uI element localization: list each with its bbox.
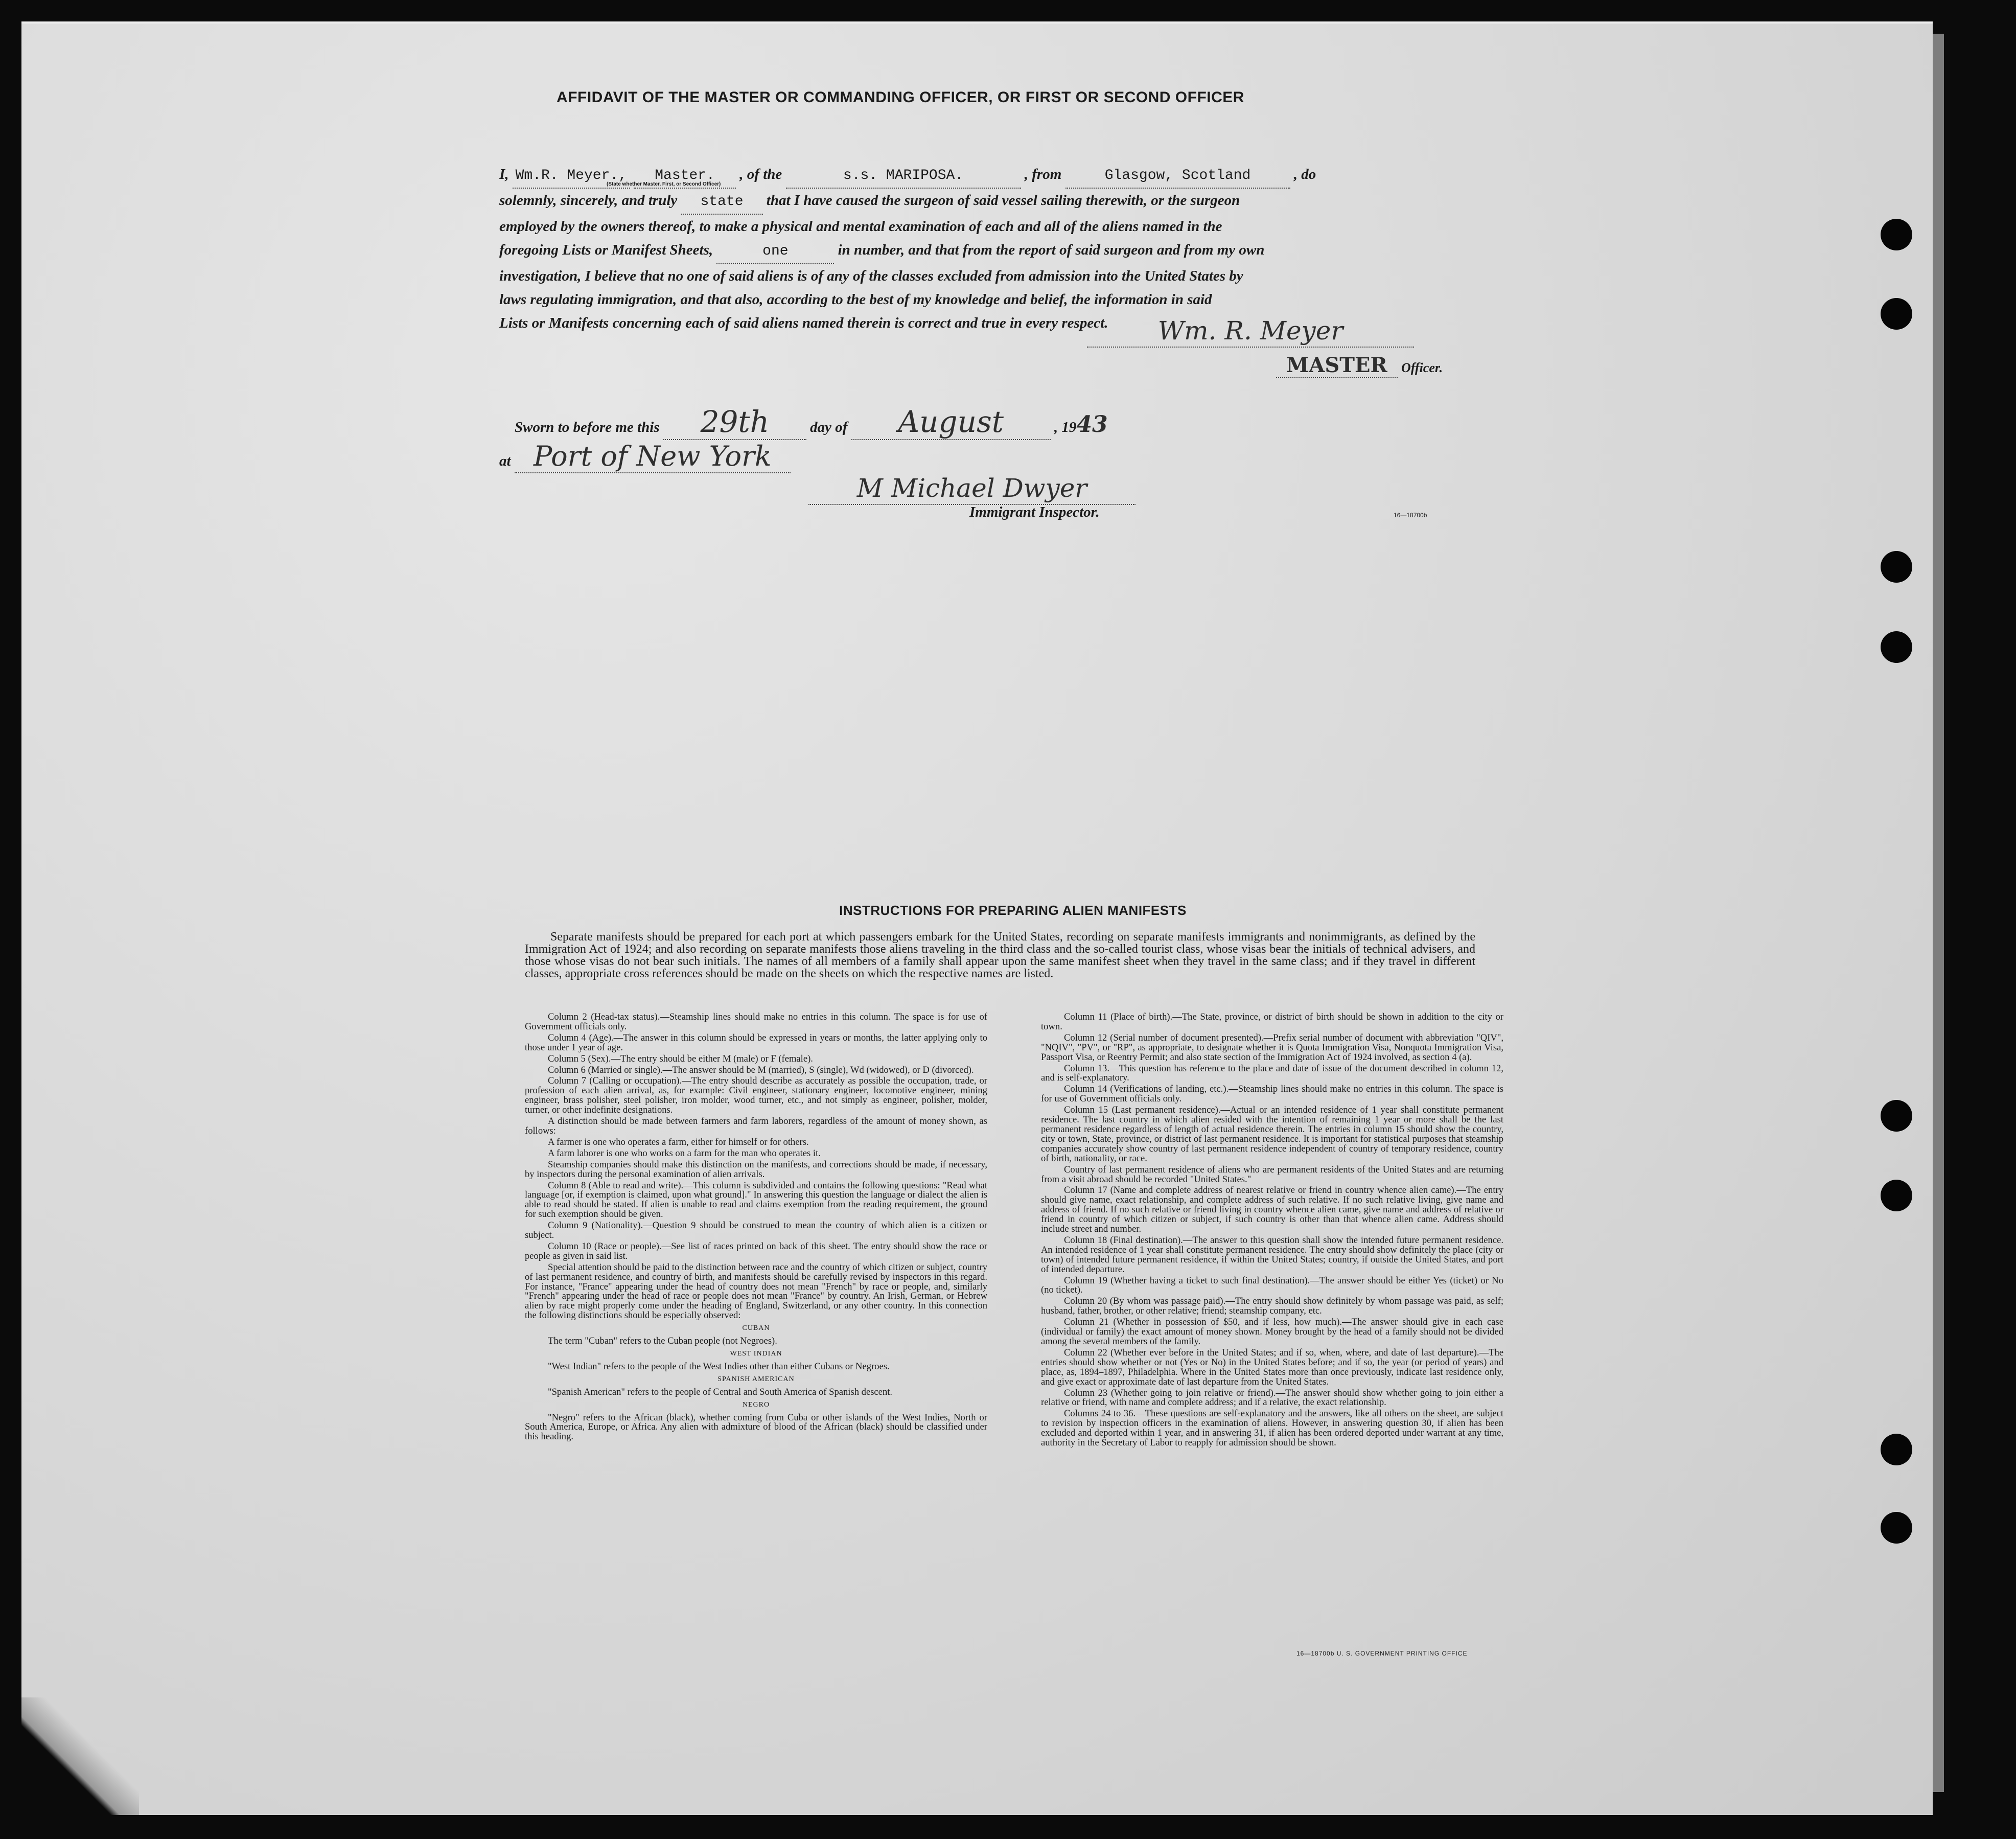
instruction-paragraph: Column 4 (Age).—The answer in this column should be expressed in years or months, the latter applying only to those under 1 year of age. [525,1032,987,1053]
instruction-paragraph: Column 5 (Sex).—The entry should be either M (male) or F (female). [548,1053,813,1064]
west-indian-text: "West Indian" refers to the people of the West Indies other than either Cubans or Negroes. [548,1361,890,1372]
officer-line [1276,353,1470,377]
rank-field: Master. [634,164,736,189]
instruction-paragraph: Column 20 (By whom was passage paid).—The entry should show definitely by whom passage was paid, as self; husband, father, brother, or other relative; friend; steamship company, etc. [1041,1296,1503,1317]
instruction-paragraph: A farmer is one who operates a farm, either for himself or for others. [548,1136,809,1147]
instruction-paragraph: Column 23 (Whether going to join relative or friend).—The answer should show whether going to join either a relative or friend, with name and complete address; and if a relative, the exact relationship. [1041,1387,1503,1408]
instructions-left-column [525,1013,987,1443]
officer-title: MASTER [1276,353,1398,378]
inspector-signature: M Michael Dwyer [856,473,1087,503]
instruction-paragraph: Special attention should be paid to the distinction between race and the country of which citizen or subject, country of last permanent residence, and country of birth, and manifests should be carefully revised by inspectors in this regard. For instance, "France" appearing under the head of country does not mean "French" by race or people, and, similarly "French" appearing under the head of race or people does not mean "France" by country. An Irish, German, or Hebrew alien by race might properly come under the heading of England, Switzerland, or any other country. In this connection the following distinctions should be especially observed: [525,1261,987,1321]
negro-heading: NEGRO [742,1400,770,1409]
torn-corner [21,1697,139,1815]
instruction-paragraph: Column 21 (Whether in possession of $50, and if less, how much).—The answer should give in each case (individual or family) the exact amount of money shown. Money brought by the head of a family should not be divided among the several members of the family. [1041,1317,1503,1347]
affidavit-line-7: Lists or Manifests concerning each of said aliens named therein is correct and true in every respect. [499,315,1108,331]
instructions-intro: Separate manifests should be prepared for each port at which passengers embark for the United States, recording on separate manifests immigrants and nonimmigrants, as defined by the Immigration Act of 1924; and also recording on separate manifests those aliens traveling in the third class and the so-called tourist class, whose visas bear the initials of technical advisers, and those whose visas do not bear such initials. The names of all members of a family shall appear upon the same manifest sheet when they travel in the same class; and if they travel in different classes, appropriate cross references should be made on the sheets on which the respective names are listed. [525,930,1475,980]
instruction-paragraph: Column 6 (Married or single).—The answer should be M (married), S (single), Wd (widowed), or D (divorced). [548,1064,974,1075]
text-line-4: in number, and that from the report of said surgeon and from my own [838,242,1265,258]
instruction-paragraph: Column 9 (Nationality).—Question 9 should be construed to mean the country of which alien is a citizen or subject. [525,1220,987,1241]
master-name-field: Wm.R. Meyer., [513,164,630,189]
text-year-prefix: , 19 [1054,419,1077,435]
instruction-paragraph: Column 18 (Final destination).—The answer to this question shall show the intended future permanent residence. An intended residence of 1 year shall constitute permanent residence. The entry should show definitely the place (city or town) of intended future permanent residence, if within the United States; country, if outside the United States, and port of intended departure. [1041,1234,1503,1275]
instruction-paragraph: Column 19 (Whether having a ticket to such final destination).—The answer should be either Yes (ticket) or No (no ticket). [1041,1275,1503,1296]
instruction-paragraph: Country of last permanent residence of aliens who are permanent residents of the United States and are returning from a visit abroad should be recorded "United States." [1041,1164,1503,1185]
port-from-field: Glasgow, Scotland [1065,164,1290,189]
instruction-paragraph: Column 15 (Last permanent residence).—Actual or an intended residence of 1 year shall constitute permanent residence. The last country in which alien resided with the intention of remaining 1 year or more shall be the last permanent residence regardless of length of actual residence therein. The entries in column 15 should show the country, city or town, State, province, or district of last permanent residence. It is important for statistical purposes that steamship companies accurately show country of last permanent residence independent of country of temporary residence, country of birth, nationality, or race. [1041,1105,1503,1164]
form-number: 16—18700b [1394,512,1427,519]
instruction-paragraph: Column 22 (Whether ever before in the United States; and if so, when, where, and date of last departure).—The entries should show whether or not (Yes or No) in the United States before; and if so, the year (or period of years) and place, as, 1894–1897, Philadelphia. Where in the United States more than once previously, indicate last residence only, and give exact or approximate date of last departure from the United States. [1041,1347,1503,1387]
instruction-paragraph: Column 12 (Serial number of document presented).—Prefix serial number of document with abbreviation "QIV", "NQIV", "PV", or "RP", as appropriate, to designate whether it is Quota Immigration Visa, Nonquota Immigration Visa, Passport Visa, or Reentry Permit; and also state section of the Immigration Act of 1924 involved, as section 4 (a). [1041,1032,1503,1063]
punch-hole [1881,1180,1912,1211]
sworn-line [515,404,1108,440]
text-solemnly: solemnly, sincerely, and truly [499,192,678,209]
spanish-american-text: "Spanish American" refers to the people of Central and South America of Spanish descent. [548,1386,893,1397]
text-from: , from [1024,166,1062,182]
instruction-paragraph: Columns 24 to 36.—These questions are self-explanatory and the answers, like all others on the sheet, are subject to revision by inspection officers in the examination of aliens. However, in answering question 30, if alien has been excluded and deported within 1 year, and in answering 31, if alien has been ordered deported under warrant at any time, authority in the Secretary of Labor to reapply for admission should be shown. [1041,1408,1503,1449]
month-field: August [851,404,1051,440]
master-signature-line [1087,316,1414,348]
text-i: I, [499,166,509,182]
punch-hole [1881,298,1912,330]
day-field: 29th [663,404,806,440]
year-field: 43 [1076,411,1108,438]
spanish-american-heading: SPANISH AMERICAN [717,1375,795,1383]
punch-hole [1881,1100,1912,1132]
affidavit-line-5: investigation, I believe that no one of said aliens is of any of the classes excluded from admission into the United States by [499,268,1243,284]
place-line [499,440,791,473]
instructions-right-column [1041,1013,1503,1450]
manifest-sheet [21,21,1933,1815]
instruction-paragraph: Column 10 (Race or people).—See list of races printed on back of this sheet. The entry should show the race or people as given in said list. [525,1240,987,1261]
printing-office-footer: 16—18700b U. S. GOVERNMENT PRINTING OFFICE [1296,1650,1468,1657]
text-line-2: that I have caused the surgeon of said vessel sailing therewith, or the surgeon [766,192,1240,209]
punch-hole [1881,219,1912,250]
affidavit-line-2 [499,189,1480,215]
affidavit-line-4 [499,238,1480,264]
text-day-of: day of [810,419,848,435]
text-do: , do [1293,166,1316,182]
instruction-paragraph: Steamship companies should make this distinction on the manifests, and corrections should be made, if necessary, by inspectors during the personal examination of alien arrivals. [525,1159,987,1180]
instruction-paragraph: Column 13.—This question has reference to the place and date of issue of the document described in column 12, and is self-explanatory. [1041,1063,1503,1084]
affidavit-title: AFFIDAVIT OF THE MASTER OR COMMANDING OFFICER, OR FIRST OR SECOND OFFICER [557,89,1244,106]
punch-hole [1881,631,1912,663]
officer-suffix: Officer. [1401,360,1443,375]
sheets-count-field: one [716,240,834,264]
text-at: at [499,453,511,469]
affidavit-line-3: employed by the owners thereof, to make a physical and mental examination of each and all of the aliens named in the [499,218,1222,235]
rank-hint: (State whether Master, First, or Second Officer) [607,181,721,187]
instruction-paragraph: Column 8 (Able to read and write).—This column is subdivided and contains the following questions: "Read what language [or, if exemption is claimed, upon what ground]." In answering this question the language or dialect the alien is able to read should be stated. If alien is unable to read and claims exemption from the reading requirement, the ground for such exemption should be given. [525,1180,987,1220]
instruction-paragraph: Column 11 (Place of birth).—The State, province, or district of birth should be shown in addition to the city or town. [1041,1012,1503,1032]
cuban-heading: CUBAN [742,1324,770,1332]
west-indian-heading: WEST INDIAN [730,1350,782,1358]
negro-text: "Negro" refers to the African (black), whether coming from Cuba or other islands of the West Indies, North or South America, Europe, or Africa. Any alien with admixture of blood of the African (black) should be classified under this heading. [525,1412,987,1442]
place-field: Port of New York [515,440,791,473]
inspector-title: Immigrant Inspector. [969,504,1100,520]
punch-hole [1881,1434,1912,1465]
punch-hole [1881,551,1912,583]
text-foregoing: foregoing Lists or Manifest Sheets, [499,242,713,258]
vessel-field: s.s. MARIPOSA. [786,164,1021,189]
punch-hole [1881,1512,1912,1544]
verb-field: state [681,190,763,215]
instruction-paragraph: Column 2 (Head-tax status).—Steamship lines should make no entries in this column. The space is for use of Government officials only. [525,1012,987,1032]
text-of-the: , of the [739,166,782,182]
instruction-paragraph: Column 14 (Verifications of landing, etc.).—Steamship lines should make no entries in this column. The space is for use of Government officials only. [1041,1084,1503,1105]
text-sworn: Sworn to before me this [515,419,660,435]
cuban-text: The term "Cuban" refers to the Cuban people (not Negroes). [548,1336,777,1347]
instruction-paragraph: Column 17 (Name and complete address of nearest relative or friend in country whence alien came).—The entry should give name, exact relationship, and complete address of such relative. If no such relative living, give name and address of friend. If no such relative or friend living in country whence alien came, give name and address of relative or friend in country of which citizen or subject, if such country is other than that whence alien came. Address should include street and number. [1041,1185,1503,1235]
affidavit-line-1 [499,163,1480,189]
inspector-signature-line [808,473,1136,505]
instruction-paragraph: Column 7 (Calling or occupation).—The entry should describe as accurately as possible the occupation, trade, or profession of each alien arrival, as, for example: Civil engineer, stationary engineer, locomotive engineer, mining engineer, brass polisher, steel polisher, iron molder, wood turner, etc., and not simply as engineer, polisher, molder, turner, or other indefinite designations. [525,1075,987,1116]
master-signature: Wm. R. Meyer [1157,316,1343,346]
instructions-title: INSTRUCTIONS FOR PREPARING ALIEN MANIFESTS [839,903,1187,918]
affidavit-body [499,163,1480,335]
affidavit-line-6: laws regulating immigration, and that also, according to the best of my knowledge and belief, the information in said [499,291,1212,308]
instruction-paragraph: A distinction should be made between farmers and farm laborers, regardless of the amount of money shown, as follows: [525,1116,987,1136]
instruction-paragraph: A farm laborer is one who works on a farm for the man who operates it. [548,1147,821,1159]
